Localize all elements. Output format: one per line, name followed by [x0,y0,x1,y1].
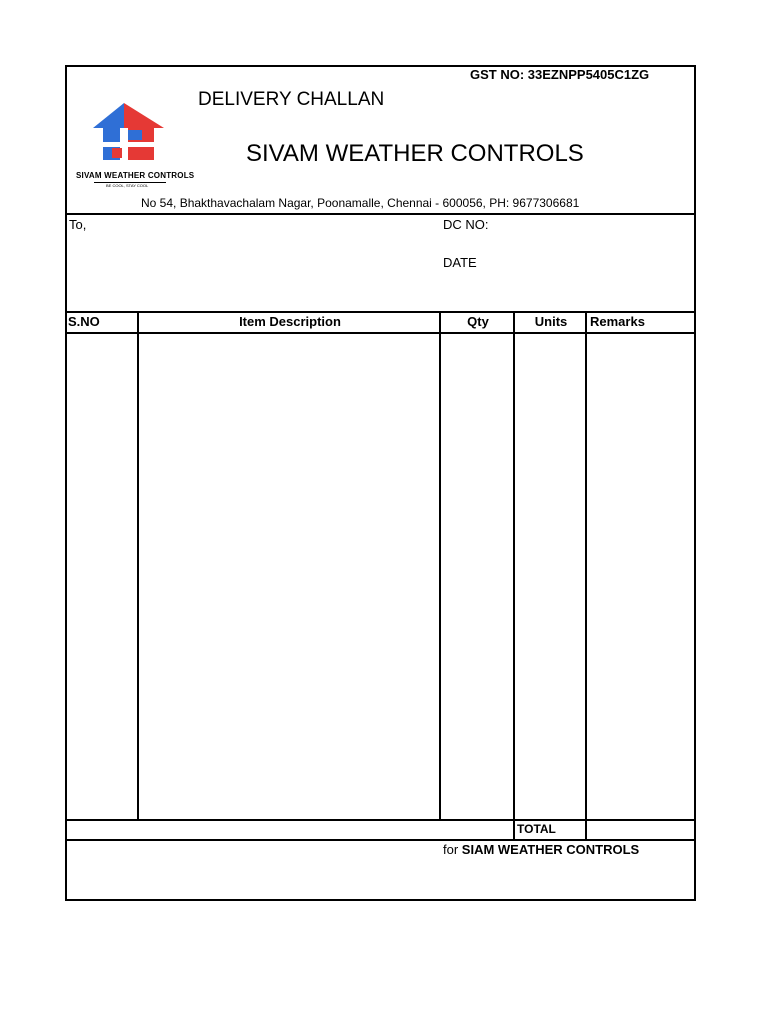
total-row-top-border [65,819,696,821]
total-label: TOTAL [517,822,556,836]
table-top-border [65,311,696,313]
company-address: No 54, Bhakthavachalam Nagar, Poonamalle, Chennai - 600056, PH: 9677306681 [141,196,580,210]
document-title: DELIVERY CHALLAN [198,89,385,110]
house-logo-icon [76,100,186,170]
logo-tagline: BE COOL, STAY COOL [106,183,149,188]
column-divider-sno [137,311,139,821]
to-label: To, [69,217,87,232]
column-divider-description [439,311,441,821]
column-divider-qty [513,311,515,841]
col-header-remarks: Remarks [590,314,645,329]
challan-frame [65,65,696,901]
header-divider [65,213,696,215]
col-header-sno: S.NO [68,314,100,329]
dc-number-label: DC NO: [443,217,489,232]
table-header-bottom-border [65,332,696,334]
signature-line [443,843,639,856]
total-row-bottom-border [65,839,696,841]
logo-brand-text: SIVAM WEATHER CONTROLS [76,171,195,180]
for-company: SIAM WEATHER CONTROLS [461,842,640,857]
company-logo [76,100,195,190]
col-header-qty: Qty [467,314,489,329]
gst-number: GST NO: 33EZNPP5405C1ZG [470,67,650,82]
column-divider-units [585,311,587,841]
company-name: SIVAM WEATHER CONTROLS [246,140,584,167]
date-label: DATE [443,255,477,270]
col-header-item-description: Item Description [239,314,341,329]
col-header-units: Units [534,314,568,329]
for-prefix: for [443,842,459,857]
